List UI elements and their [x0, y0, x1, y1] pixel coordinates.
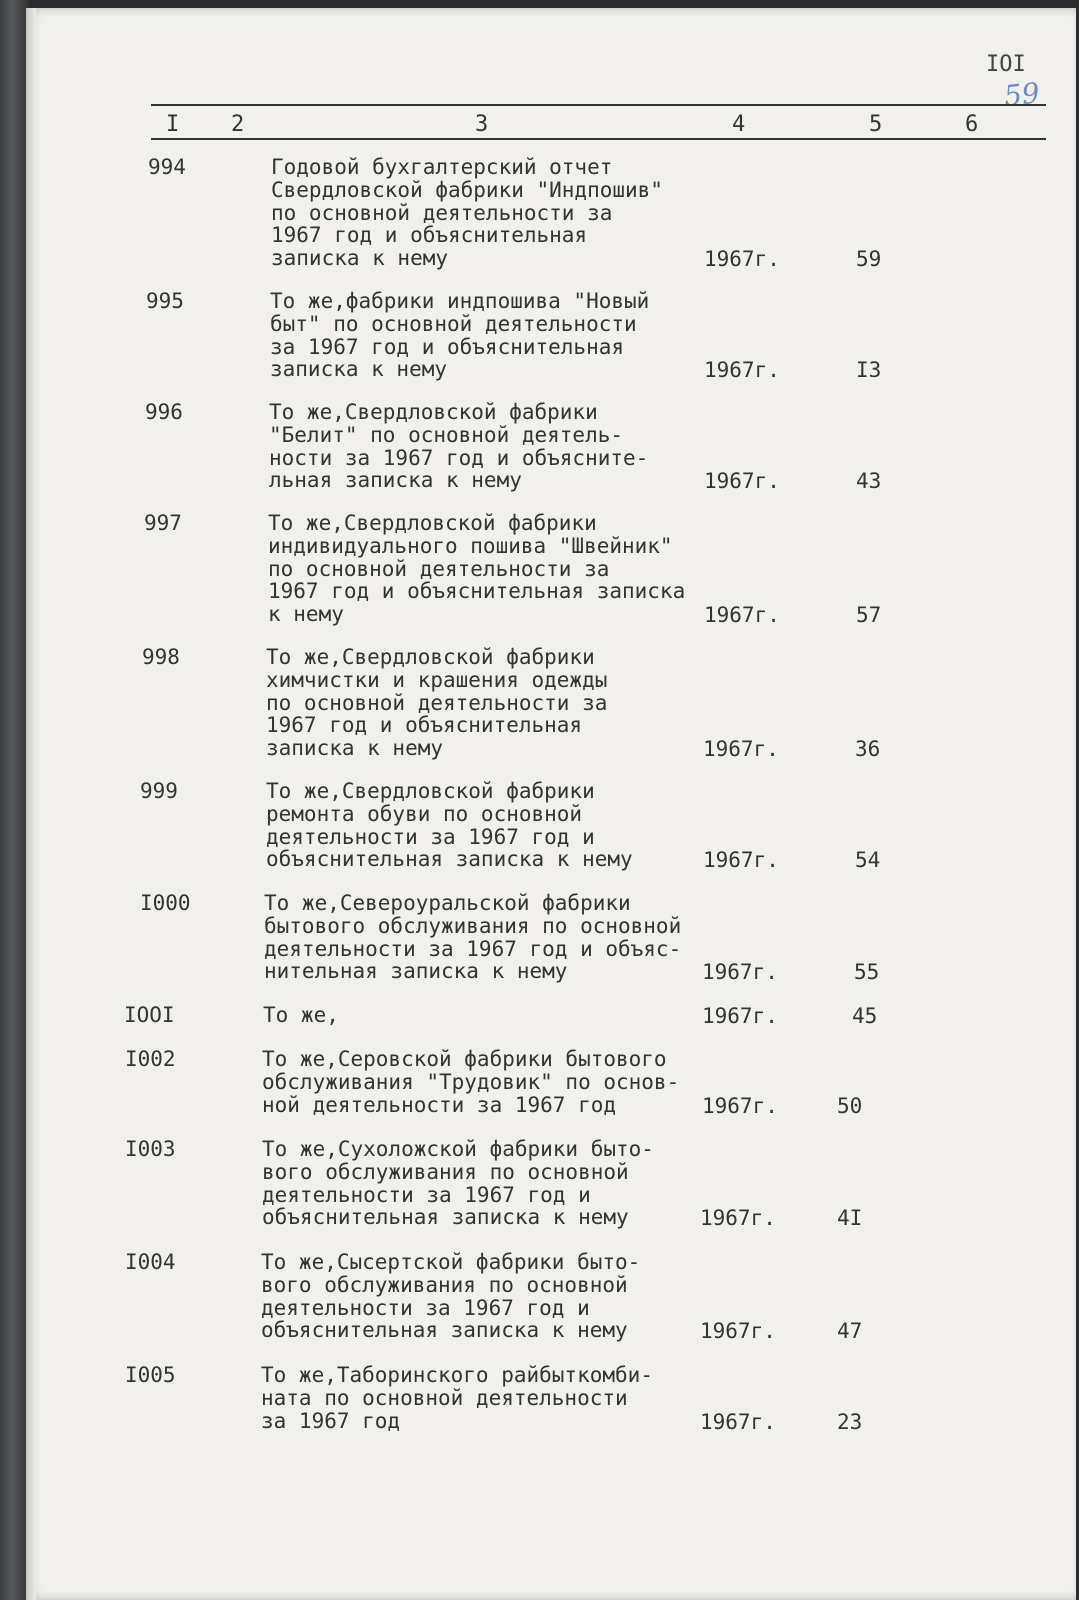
- entry-year: 1967г.: [700, 1206, 776, 1231]
- description-line: объяснительная записка к нему: [266, 847, 633, 872]
- entry-description: [269, 401, 648, 492]
- entry-year: 1967г.: [703, 737, 779, 762]
- page-edge: [26, 8, 36, 1600]
- description-line: записка к нему: [271, 246, 449, 271]
- description-line: быт" по основной деятельности: [270, 311, 637, 336]
- entry-sheet-count: 4I: [837, 1206, 863, 1231]
- entry-description: [266, 780, 633, 871]
- description-line: к нему: [268, 602, 344, 627]
- description-line: вого обслуживания по основной: [261, 1272, 628, 1297]
- description-line: обслуживания "Трудовик" по основ-: [262, 1069, 680, 1094]
- entry-description: [266, 646, 607, 760]
- column-header-1: I: [166, 112, 180, 137]
- description-line: по основной деятельности за: [266, 690, 608, 715]
- entry-sheet-count: 43: [856, 469, 882, 494]
- description-line: То же,Свердловской фабрики: [268, 511, 597, 535]
- entry-sheet-count: 55: [854, 960, 880, 985]
- entry-year: 1967г.: [704, 247, 780, 272]
- entry-sheet-count: 45: [852, 1004, 878, 1028]
- entry-sheet-count: I3: [856, 358, 882, 383]
- description-line: То же,фабрики индпошива "Новый: [270, 289, 650, 313]
- description-line: ности за 1967 год и объясните-: [269, 445, 649, 470]
- entry-number: 995: [146, 289, 184, 313]
- entry-sheet-count: 54: [855, 848, 881, 873]
- document-page: [26, 8, 1076, 1600]
- description-line: объяснительная записка к нему: [262, 1205, 629, 1230]
- description-line: за 1967 год и объяснительная: [270, 334, 625, 359]
- entry-number: I002: [125, 1047, 176, 1071]
- entry-year: 1967г.: [702, 1004, 778, 1028]
- description-line: То же,Свердловской фабрики: [269, 400, 598, 424]
- column-header-4: 4: [732, 112, 746, 137]
- description-line: деятельности за 1967 год и объяс-: [264, 936, 682, 961]
- entry-description: [263, 1004, 339, 1027]
- description-line: ремонта обуви по основной: [266, 801, 583, 826]
- description-line: То же,Свердловской фабрики: [266, 779, 595, 803]
- description-line: деятельности за 1967 год и: [266, 824, 595, 849]
- table-top-rule: [151, 104, 1046, 106]
- description-line: То же,Таборинского райбыткомби-: [261, 1363, 653, 1387]
- description-line: записка к нему: [270, 357, 448, 382]
- entry-number: 997: [144, 511, 182, 535]
- description-line: вого обслуживания по основной: [262, 1159, 629, 1184]
- description-line: по основной деятельности за: [268, 556, 610, 581]
- description-line: Годовой бухгалтерский отчет: [271, 155, 613, 179]
- column-header-2: 2: [231, 112, 245, 137]
- description-line: деятельности за 1967 год и: [262, 1182, 591, 1207]
- description-line: бытового обслуживания по основной: [264, 913, 682, 938]
- description-line: за 1967 год: [261, 1408, 401, 1433]
- description-line: То же,Североуральской фабрики: [264, 891, 631, 915]
- entry-description: [262, 1048, 679, 1116]
- description-line: 1967 год и объяснительная записка: [268, 579, 686, 604]
- entry-number: I005: [125, 1363, 176, 1387]
- entry-year: 1967г.: [700, 1409, 776, 1434]
- description-line: "Белит" по основной деятель-: [269, 422, 624, 447]
- entry-sheet-count: 57: [856, 603, 882, 628]
- entry-year: 1967г.: [704, 469, 780, 494]
- entry-number: IOOI: [124, 1003, 175, 1027]
- description-line: То же,: [263, 1003, 339, 1027]
- entry-description: [264, 892, 681, 983]
- entry-year: 1967г.: [702, 1093, 778, 1118]
- entry-year: 1967г.: [700, 1319, 776, 1344]
- entry-sheet-count: 36: [855, 737, 881, 762]
- entry-sheet-count: 50: [837, 1093, 863, 1118]
- description-line: нительная записка к нему: [264, 959, 568, 984]
- description-line: 1967 год и объяснительная: [266, 713, 583, 738]
- description-line: химчистки и крашения одежды: [266, 667, 608, 692]
- description-line: записка к нему: [266, 736, 444, 761]
- entry-number: 994: [148, 155, 186, 179]
- description-line: объяснительная записка к нему: [261, 1318, 628, 1343]
- entry-year: 1967г.: [704, 603, 780, 628]
- entry-number: 999: [140, 779, 178, 803]
- entry-sheet-count: 47: [837, 1319, 863, 1344]
- entry-description: [261, 1364, 653, 1432]
- entry-sheet-count: 59: [856, 247, 882, 272]
- description-line: То же,Свердловской фабрики: [266, 645, 595, 669]
- entry-sheet-count: 23: [837, 1409, 863, 1434]
- entry-description: [262, 1138, 654, 1229]
- description-line: индивидуального пошива "Швейник": [268, 533, 673, 558]
- entry-number: 998: [142, 645, 180, 669]
- entry-description: [268, 512, 685, 626]
- entry-number: I003: [125, 1137, 176, 1161]
- entry-number: 996: [145, 400, 183, 424]
- table-header-rule: [151, 138, 1046, 140]
- page-number: IOI: [986, 52, 1026, 77]
- entry-description: [270, 290, 649, 381]
- column-header-5: 5: [869, 112, 883, 137]
- entry-year: 1967г.: [703, 848, 779, 873]
- archive-sheet-number: 59: [1002, 76, 1042, 113]
- description-line: ной деятельности за 1967 год: [262, 1092, 617, 1117]
- entry-description: [271, 156, 663, 270]
- entry-year: 1967г.: [704, 358, 780, 383]
- description-line: льная записка к нему: [269, 468, 522, 493]
- entry-number: I004: [125, 1250, 176, 1274]
- description-line: 1967 год и объяснительная: [271, 223, 588, 248]
- description-line: по основной деятельности за: [271, 200, 613, 225]
- description-line: То же,Сухоложской фабрики быто-: [262, 1137, 654, 1161]
- description-line: деятельности за 1967 год и: [261, 1295, 590, 1320]
- entry-description: [261, 1251, 640, 1342]
- description-line: То же,Серовской фабрики бытового: [262, 1047, 667, 1071]
- entry-year: 1967г.: [702, 960, 778, 985]
- entry-number: I000: [140, 891, 191, 915]
- description-line: Свердловской фабрики "Индпошив": [271, 177, 663, 202]
- column-header-3: 3: [475, 112, 489, 137]
- description-line: ната по основной деятельности: [261, 1385, 628, 1410]
- description-line: То же,Сысертской фабрики быто-: [261, 1250, 641, 1274]
- column-header-6: 6: [965, 112, 979, 137]
